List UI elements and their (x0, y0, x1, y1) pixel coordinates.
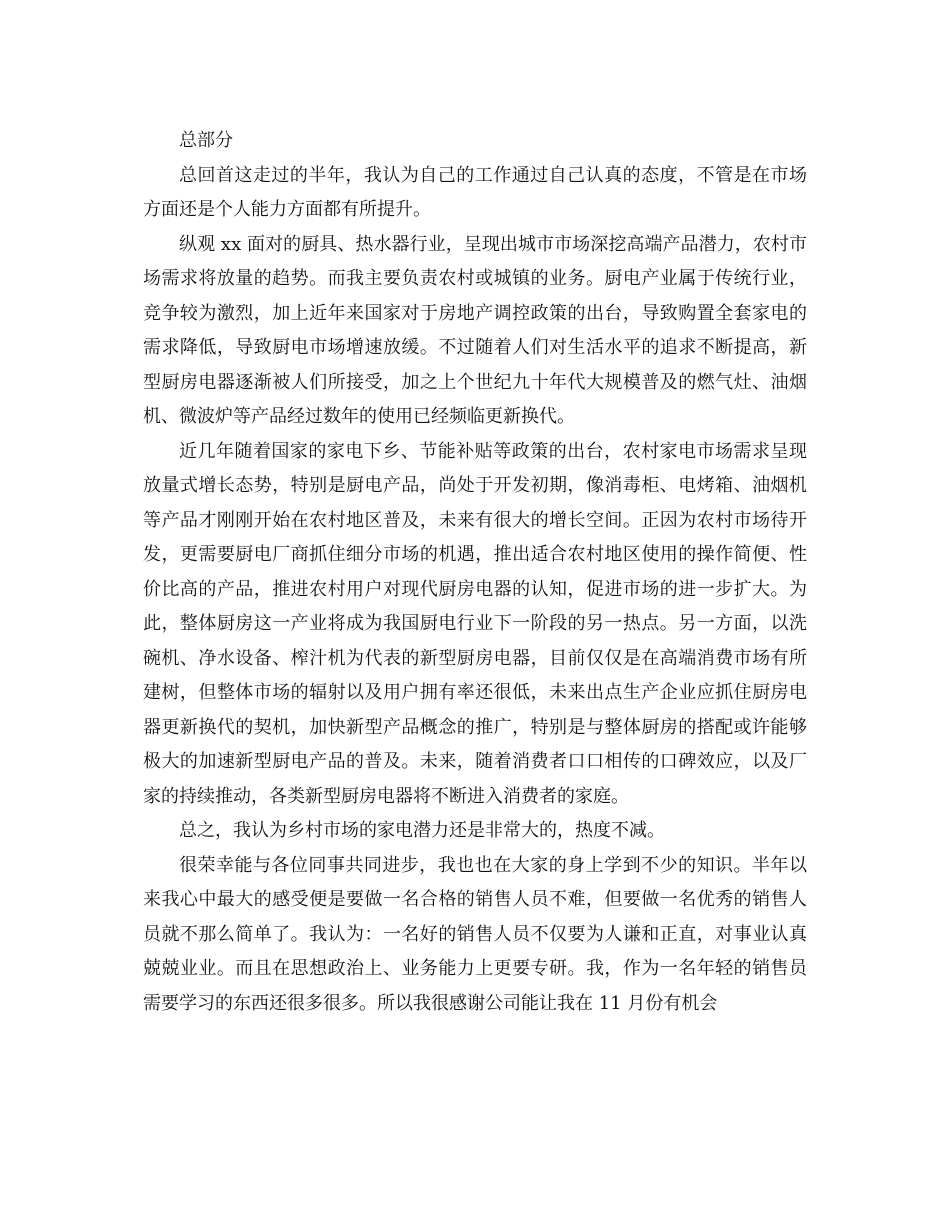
section-heading: 总部分 (179, 130, 233, 151)
paragraph-rural-market: 近几年随着国家的家电下乡、节能补贴等政策的出台，农村家电市场需求呈现放量式增长态势，特别是厨电产品，尚处于开发初期，像消毒柜、电烤箱、油烟机等产品才刚刚开始在农村地区普及，未来有很大的增长空间。正因为农村市场待开发，更需要厨电厂商抓住细分市场的机遇，推出适合农村地区使用的操作简便、性价比高的产品，推进农村用户对现代厨房电器的认知，促进市场的进一步扩大。为此，整体厨房这一产业将成为我国厨电行业下一阶段的另一热点。另一方面，以洗碗机、净水设备、榨汁机为代表的新型厨房电器，目前仅仅是在高端消费市场有所建树，但整体市场的辐射以及用户拥有率还很低，未来出点生产企业应抓住厨房电器更新换代的契机，加快新型产品概念的推广，特别是与整体厨房的搭配或许能够极大的加速新型厨电产品的普及。未来，随着消费者口口相传的口碑效应，以及厂家的持续推动，各类新型厨房电器将不断进入消费者的家庭。 (143, 440, 807, 807)
paragraph-personal-growth: 很荣幸能与各位同事共同进步，我也也在大家的身上学到不少的知识。半年以来我心中最大的感受便是要做一名合格的销售人员不难，但要做一名优秀的销售人员就不那么简单了。我认为：一名好的销售人员不仅要为人谦和正直，对事业认真兢兢业业。而且在思想政治上、业务能力上更要专研。我，作为一名年轻的销售员需要学习的东西还很多很多。所以我很感谢公司能让我在 11 月份有机会 (143, 854, 807, 1014)
document-body (143, 124, 807, 1021)
paragraph-conclusion: 总之，我认为乡村市场的家电潜力还是非常大的，热度不减。 (179, 820, 665, 841)
paragraph-review: 总回首这走过的半年，我认为自己的工作通过自己认真的态度，不管是在市场方面还是个人能力方面都有所提升。 (143, 164, 807, 220)
paragraph-industry-overview: 纵观 xx 面对的厨具、热水器行业，呈现出城市市场深挖高端产品潜力，农村市场需求将放量的趋势。而我主要负责农村或城镇的业务。厨电产业属于传统行业，竞争较为激烈，加上近年来国家对于房地产调控政策的出台，导致购置全套家电的需求降低，导致厨电市场增速放缓。不过随着人们对生活水平的追求不断提高，新型厨房电器逐渐被人们所接受，加之上个世纪九十年代大规模普及的燃气灶、油烟机、微波炉等产品经过数年的使用已经频临更新换代。 (143, 233, 807, 427)
